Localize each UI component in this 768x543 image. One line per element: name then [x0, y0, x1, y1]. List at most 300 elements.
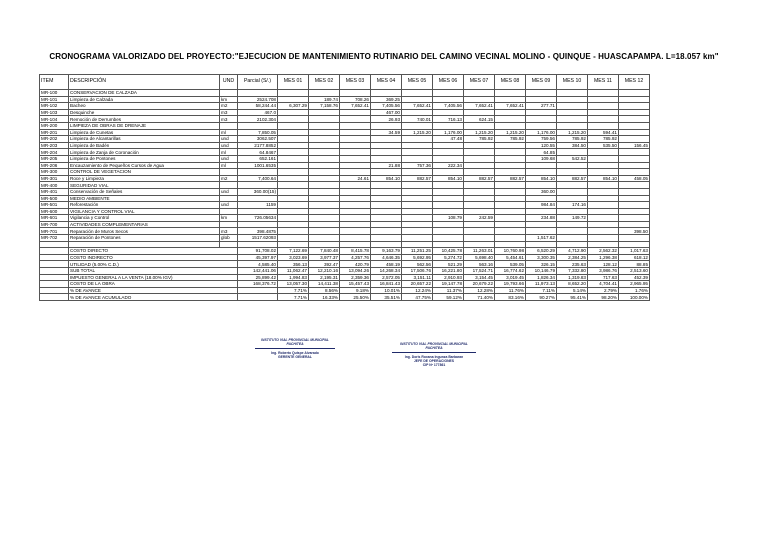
month-value: [464, 96, 495, 103]
month-value: 6,307.29: [278, 103, 309, 110]
summary-month-value: 4,704.41: [588, 281, 619, 288]
month-value: [495, 155, 526, 162]
month-value: [495, 208, 526, 215]
month-value: [309, 235, 340, 242]
item-unit: ml: [220, 129, 238, 136]
month-value: 109.68: [526, 155, 557, 162]
month-value: [588, 122, 619, 129]
item-description: Desquinche: [69, 109, 220, 116]
summary-blank: [40, 274, 69, 281]
month-value: [495, 109, 526, 116]
summary-month-value: 1,994.83: [278, 274, 309, 281]
month-value: [464, 228, 495, 235]
schedule-table: [39, 74, 650, 301]
summary-month-value: 2.79%: [588, 287, 619, 294]
month-value: 458.05: [619, 175, 650, 182]
summary-parcial: [238, 287, 278, 294]
month-value: [619, 103, 650, 110]
month-value: [309, 129, 340, 136]
month-value: [371, 169, 402, 176]
month-value: [619, 109, 650, 116]
summary-month-value: 2,910.93: [433, 274, 464, 281]
table-row: [40, 122, 650, 129]
month-value: [402, 90, 433, 97]
item-code: MR-702: [40, 235, 69, 242]
summary-row: [40, 261, 650, 268]
spacer-cell: [588, 241, 619, 248]
table-row: [40, 221, 650, 228]
table-row: [40, 169, 650, 176]
month-value: [619, 149, 650, 156]
month-value: [557, 188, 588, 195]
item-unit: m3: [220, 116, 238, 123]
item-unit: [220, 122, 238, 129]
month-value: [340, 215, 371, 222]
summary-month-value: 3,154.45: [464, 274, 495, 281]
month-value: 624.15: [464, 116, 495, 123]
summary-month-value: 11,973.13: [526, 281, 557, 288]
summary-month-value: 5,692.95: [402, 254, 433, 261]
month-value: [588, 235, 619, 242]
item-parcial: [238, 90, 278, 97]
summary-row: [40, 268, 650, 275]
summary-month-value: 5,698.40: [464, 254, 495, 261]
summary-label: SUB TOTAL: [69, 268, 238, 275]
month-value: 785.92: [557, 136, 588, 143]
summary-month-value: 392.47: [309, 261, 340, 268]
item-code: MR-401: [40, 188, 69, 195]
month-value: 7,158.76: [309, 103, 340, 110]
month-value: [464, 169, 495, 176]
month-value: [309, 169, 340, 176]
month-value: 1,176.00: [526, 129, 557, 136]
month-value: [588, 109, 619, 116]
month-value: 369.25: [371, 96, 402, 103]
month-value: [433, 228, 464, 235]
month-value: [402, 195, 433, 202]
month-value: [557, 208, 588, 215]
month-value: 24.61: [340, 175, 371, 182]
month-value: 542.52: [557, 155, 588, 162]
month-value: 234.88: [526, 215, 557, 222]
month-value: 1,215.20: [495, 129, 526, 136]
item-code: MR-100: [40, 90, 69, 97]
summary-parcial: 25,899.42: [238, 274, 278, 281]
summary-month-value: 2,195.31: [309, 274, 340, 281]
month-value: [371, 155, 402, 162]
month-value: [619, 169, 650, 176]
item-parcial: 58,244.44: [238, 103, 278, 110]
signature-line: [392, 352, 476, 353]
signature-block-2: [392, 342, 476, 367]
summary-month-value: 2,384.25: [557, 254, 588, 261]
month-value: [464, 188, 495, 195]
month-value: [526, 182, 557, 189]
summary-month-value: 5,274.72: [433, 254, 464, 261]
month-value: [278, 208, 309, 215]
month-value: [588, 228, 619, 235]
month-value: [495, 215, 526, 222]
table-row: [40, 149, 650, 156]
item-unit: [220, 221, 238, 228]
summary-month-value: 420.79: [340, 261, 371, 268]
spacer-cell: [495, 241, 526, 248]
month-value: 854.10: [588, 175, 619, 182]
month-value: 535.50: [588, 142, 619, 149]
header-month: MES 05: [402, 75, 433, 90]
month-value: 854.10: [526, 175, 557, 182]
month-value: [557, 195, 588, 202]
summary-month-value: 452.39: [619, 274, 650, 281]
summary-month-value: 9.18%: [340, 287, 371, 294]
month-value: [619, 221, 650, 228]
item-unit: m2: [220, 103, 238, 110]
month-value: [619, 129, 650, 136]
month-value: [526, 162, 557, 169]
item-unit: glob: [220, 235, 238, 242]
month-value: [557, 228, 588, 235]
month-value: [309, 155, 340, 162]
header-month: MES 04: [371, 75, 402, 90]
month-value: [588, 202, 619, 209]
month-value: [433, 188, 464, 195]
month-value: [278, 162, 309, 169]
summary-month-value: 10,425.78: [433, 248, 464, 255]
item-code: MR-200: [40, 122, 69, 129]
item-parcial: 1517.62093: [238, 235, 278, 242]
item-unit: [220, 182, 238, 189]
spacer-cell: [40, 241, 69, 248]
table-row: [40, 208, 650, 215]
month-value: [371, 195, 402, 202]
month-value: [340, 122, 371, 129]
item-description: Reparación de Muros Secos: [69, 228, 220, 235]
summary-month-value: 5.14%: [557, 287, 588, 294]
month-value: 156.45: [619, 142, 650, 149]
item-unit: [220, 208, 238, 215]
month-value: [588, 169, 619, 176]
month-value: 277.71: [526, 103, 557, 110]
month-value: [495, 142, 526, 149]
month-value: [340, 162, 371, 169]
month-value: [619, 162, 650, 169]
month-value: 882.57: [495, 175, 526, 182]
summary-month-value: 3,986.76: [588, 268, 619, 275]
month-value: [619, 202, 650, 209]
month-value: [309, 109, 340, 116]
month-value: [526, 195, 557, 202]
month-value: [402, 122, 433, 129]
item-unit: m2: [220, 175, 238, 182]
month-value: [588, 208, 619, 215]
summary-month-value: 563.16: [464, 261, 495, 268]
summary-month-value: 11.37%: [433, 287, 464, 294]
month-value: 467.00: [371, 109, 402, 116]
item-code: MR-600: [40, 208, 69, 215]
item-parcial: 652.161: [238, 155, 278, 162]
summary-month-value: 2,965.95: [619, 281, 650, 288]
summary-month-value: 12,210.16: [309, 268, 340, 275]
month-value: 882.57: [557, 175, 588, 182]
summary-month-value: 16,774.62: [495, 268, 526, 275]
item-unit: ml: [220, 149, 238, 156]
item-description: Reparación de Pontones: [69, 235, 220, 242]
summary-month-value: 11,263.01: [464, 248, 495, 255]
summary-label: % DE AVANCE ACUMULADO: [69, 294, 238, 301]
item-parcial: 398.4875: [238, 228, 278, 235]
summary-parcial: [238, 294, 278, 301]
item-parcial: 360.00(15): [238, 188, 278, 195]
item-description: LIMPIEZA DE OBRAS DE DRENAJE: [69, 122, 220, 129]
month-value: 47.48: [433, 136, 464, 143]
month-value: [371, 202, 402, 209]
month-value: [433, 109, 464, 116]
table-row: [40, 129, 650, 136]
month-value: 384.50: [557, 142, 588, 149]
month-value: [309, 221, 340, 228]
item-description: ACTIVIDADES COMPLEMENTARIAS: [69, 221, 220, 228]
month-value: [588, 188, 619, 195]
item-description: CONSERVACION DE CALZADA: [69, 90, 220, 97]
item-code: MR-205: [40, 155, 69, 162]
month-value: 398.50: [619, 228, 650, 235]
header-parcial: Parcial (S/.): [238, 75, 278, 90]
header-month: MES 03: [340, 75, 371, 90]
activity-rows: [40, 90, 650, 242]
spacer-cell: [278, 241, 309, 248]
summary-month-value: 10,146.79: [526, 268, 557, 275]
signature-name: Ing. Doris Roxana Ingunza Barbaran: [404, 355, 464, 359]
summary-month-value: 59.12%: [433, 294, 464, 301]
spacer-cell: [557, 241, 588, 248]
month-value: 740.01: [402, 116, 433, 123]
header-month: MES 10: [557, 75, 588, 90]
item-parcial: 2524.708: [238, 96, 278, 103]
month-value: [340, 116, 371, 123]
summary-month-value: 3,300.35: [526, 254, 557, 261]
summary-month-value: 3,977.37: [309, 254, 340, 261]
month-value: [557, 149, 588, 156]
month-value: [371, 182, 402, 189]
month-value: 785.92: [495, 136, 526, 143]
month-value: [309, 149, 340, 156]
summary-month-value: 7,840.48: [309, 248, 340, 255]
summary-month-value: 3,019.45: [495, 274, 526, 281]
summary-blank: [40, 254, 69, 261]
month-value: [371, 215, 402, 222]
month-value: [619, 188, 650, 195]
summary-month-value: 20,657.22: [402, 281, 433, 288]
summary-month-value: 521.29: [433, 261, 464, 268]
month-value: [340, 235, 371, 242]
month-value: [309, 208, 340, 215]
month-value: [619, 182, 650, 189]
summary-month-value: 8,652.20: [557, 281, 588, 288]
month-value: [557, 162, 588, 169]
item-parcial: 2102.304: [238, 116, 278, 123]
summary-month-value: 13,094.26: [340, 268, 371, 275]
month-value: [619, 155, 650, 162]
item-description: Limpieza de Calzada: [69, 96, 220, 103]
summary-month-value: 98.20%: [588, 294, 619, 301]
item-code: MR-500: [40, 195, 69, 202]
summary-month-value: 1,319.83: [557, 274, 588, 281]
month-value: [433, 169, 464, 176]
signature-role: GERENTE GENERAL: [278, 355, 312, 359]
month-value: [557, 182, 588, 189]
summary-month-value: 1.76%: [619, 287, 650, 294]
summary-month-value: 71.40%: [464, 294, 495, 301]
month-value: [619, 195, 650, 202]
month-value: [557, 90, 588, 97]
month-value: [557, 109, 588, 116]
item-description: Vigilancia y Control: [69, 215, 220, 222]
month-value: [588, 162, 619, 169]
summary-month-value: 14,268.34: [371, 268, 402, 275]
month-value: [309, 182, 340, 189]
summary-blank: [40, 281, 69, 288]
summary-month-value: 618.12: [619, 254, 650, 261]
month-value: 882.57: [464, 175, 495, 182]
month-value: [588, 182, 619, 189]
month-value: [526, 96, 557, 103]
month-value: [464, 149, 495, 156]
month-value: [619, 235, 650, 242]
item-parcial: 1001.6535: [238, 162, 278, 169]
month-value: [464, 235, 495, 242]
summary-month-value: 4,646.35: [371, 254, 402, 261]
item-code: MR-202: [40, 136, 69, 143]
month-value: [495, 96, 526, 103]
summary-blank: [40, 294, 69, 301]
summary-row: [40, 281, 650, 288]
spacer-cell: [464, 241, 495, 248]
month-value: [433, 208, 464, 215]
summary-month-value: 356.13: [278, 261, 309, 268]
item-code: MR-101: [40, 96, 69, 103]
item-code: MR-204: [40, 149, 69, 156]
month-value: [371, 228, 402, 235]
spacer-cell: [433, 241, 464, 248]
month-value: [402, 215, 433, 222]
summary-month-value: 326.15: [526, 261, 557, 268]
summary-month-value: 19,147.78: [433, 281, 464, 288]
month-value: [495, 90, 526, 97]
item-code: MR-104: [40, 116, 69, 123]
spacer-cell: [309, 241, 340, 248]
month-value: [495, 122, 526, 129]
month-value: [402, 235, 433, 242]
summary-month-value: 2,513.60: [619, 268, 650, 275]
month-value: [526, 122, 557, 129]
month-value: [557, 235, 588, 242]
spacer-cell: [340, 241, 371, 248]
spacer-cell: [526, 241, 557, 248]
summary-month-value: 539.05: [495, 261, 526, 268]
summary-month-value: 16,841.43: [371, 281, 402, 288]
month-value: [402, 155, 433, 162]
item-parcial: 64.8467: [238, 149, 278, 156]
month-value: [278, 109, 309, 116]
month-value: 1,215.20: [402, 129, 433, 136]
header-item: ITEM: [40, 75, 69, 90]
month-value: [371, 188, 402, 195]
summary-month-value: 7.11%: [526, 287, 557, 294]
month-value: [588, 96, 619, 103]
month-value: [464, 202, 495, 209]
month-value: 716.13: [433, 116, 464, 123]
table-row: [40, 202, 650, 209]
header-month: MES 11: [588, 75, 619, 90]
summary-month-value: 10.01%: [371, 287, 402, 294]
header-month: MES 08: [495, 75, 526, 90]
month-value: [278, 96, 309, 103]
month-value: 120.55: [526, 142, 557, 149]
month-value: 1,517.62: [526, 235, 557, 242]
summary-month-value: 5,454.61: [495, 254, 526, 261]
month-value: [495, 202, 526, 209]
month-value: [588, 221, 619, 228]
table-row: [40, 228, 650, 235]
signature-institution: INSTITUTO VIAL PROVINCIAL MUNICIPAL PACHITEA: [400, 342, 468, 350]
summary-label: COSTO DE LA OBRA: [69, 281, 238, 288]
summary-parcial: 45,397.97: [238, 254, 278, 261]
month-value: 7,405.56: [371, 103, 402, 110]
month-value: 26.93: [371, 116, 402, 123]
item-description: MEDIO AMBIENTE: [69, 195, 220, 202]
month-value: [557, 169, 588, 176]
month-value: [588, 103, 619, 110]
item-description: Limpieza de Alcantarillas: [69, 136, 220, 143]
month-value: [495, 169, 526, 176]
month-value: [619, 116, 650, 123]
month-value: [402, 202, 433, 209]
item-parcial: 7,400.64: [238, 175, 278, 182]
summary-month-value: 7,122.69: [278, 248, 309, 255]
header-unit: UND: [220, 75, 238, 90]
month-value: [588, 215, 619, 222]
month-value: [309, 142, 340, 149]
month-value: 1,215.20: [557, 129, 588, 136]
month-value: [309, 90, 340, 97]
month-value: 984.84: [526, 202, 557, 209]
item-code: MR-201: [40, 129, 69, 136]
month-value: [402, 182, 433, 189]
table-row: [40, 109, 650, 116]
month-value: [464, 182, 495, 189]
summary-row: [40, 248, 650, 255]
summary-month-value: 458.19: [371, 261, 402, 268]
summary-month-value: 2,359.36: [340, 274, 371, 281]
month-value: [278, 136, 309, 143]
header-month: MES 01: [278, 75, 309, 90]
item-description: Bacheo: [69, 103, 220, 110]
month-value: [309, 175, 340, 182]
summary-month-value: 8.56%: [309, 287, 340, 294]
item-parcial: [238, 169, 278, 176]
month-value: [464, 122, 495, 129]
month-value: [464, 90, 495, 97]
month-value: [402, 136, 433, 143]
month-value: [340, 149, 371, 156]
item-description: Remoción de Derrumbes: [69, 116, 220, 123]
month-value: [588, 149, 619, 156]
summary-month-value: 7,332.80: [557, 268, 588, 275]
month-value: [340, 169, 371, 176]
month-value: [495, 182, 526, 189]
summary-month-value: 11,062.47: [278, 268, 309, 275]
month-value: 7,652.41: [340, 103, 371, 110]
